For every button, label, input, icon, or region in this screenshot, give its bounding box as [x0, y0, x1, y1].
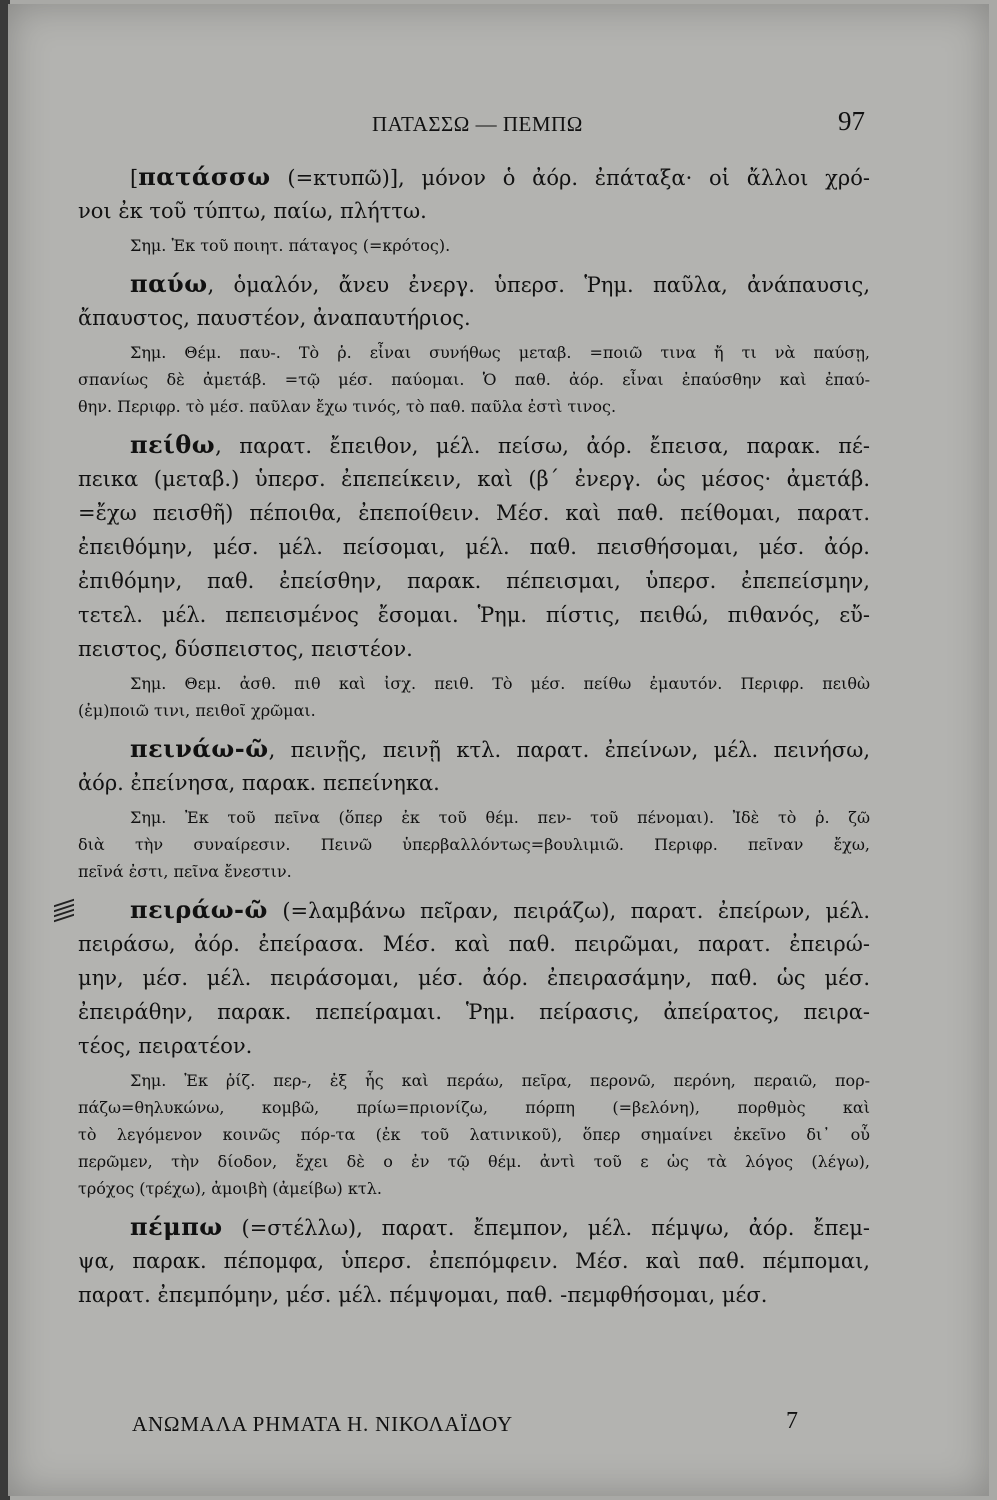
footer-title: ΑΝΩΜΑΛΑ ΡΗΜΑΤΑ Η. ΝΙΚΟΛΑΪΔΟΥ [132, 1412, 513, 1436]
entry-line: πέμπω (=στέλλω), παρατ. ἔπεμπον, μέλ. πέμψω, ἀόρ. ἔπεμ- [130, 1212, 870, 1241]
note-line: Σημ. Ἐκ τοῦ πεῖνα (ὅπερ ἐκ τοῦ θέμ. πεν- τοῦ πένομαι). Ἰδὲ τὸ ῥ. ζῶ [130, 808, 870, 827]
entry-line: παύω, ὁμαλόν, ἄνευ ἐνεργ. ὑπερσ. Ῥημ. παῦλα, ἀνάπαυσις, [130, 269, 870, 298]
dictionary-entry [78, 1210, 870, 1312]
entry-line: ἀόρ. ἐπείνησα, παρακ. πεπείνηκα. [78, 771, 440, 795]
lemma-headword: παύω [130, 269, 208, 298]
entry-note [78, 804, 870, 885]
lemma-headword: πέμπω [130, 1212, 223, 1241]
entry-note [78, 1067, 870, 1202]
entry-line: πεικα (μεταβ.) ὑπερσ. ἐπεπείκειν, καὶ (β΄ ἐνεργ. ὡς μέσος· ἀμετάβ. [78, 467, 870, 491]
page-header [0, 106, 997, 146]
lemma-headword: πειράω-ῶ [130, 895, 268, 924]
running-title: ΠΑΤΑΣΣΩ — ΠΕΜΠΩ [372, 112, 583, 136]
entry-line: νοι ἐκ τοῦ τύπτω, παίω, πλήττω. [78, 199, 427, 223]
entry-line: [πατάσσω (=κτυπῶ)], μόνον ὁ ἀόρ. ἐπάταξα· οἱ ἄλλοι χρό- [130, 162, 870, 191]
entry-line: πειστος, δύσπειστος, πειστέον. [78, 637, 413, 661]
entry-line: τετελ. μέλ. πεπεισμένος ἔσομαι. Ῥημ. πίστις, πειθώ, πιθανός, εὔ- [78, 603, 870, 627]
margin-mark-icon [54, 899, 74, 922]
lemma-headword: πείθω [130, 430, 216, 459]
note-line: Σημ. Θέμ. παυ-. Τὸ ῥ. εἶναι συνήθως μεταβ. =ποιῶ τινα ἤ τι νὰ παύσῃ, [130, 343, 870, 362]
note-line: τρόχος (τρέχω), ἀμοιβὴ (ἀμείβω) κτλ. [78, 1179, 382, 1198]
note-line: Σημ. Θεμ. ἀσθ. πιθ καὶ ἰσχ. πειθ. Τὸ μέσ. πείθω ἐμαυτόν. Περιφρ. πειθὼ [130, 674, 870, 693]
entry-line: πεινάω-ῶ, πεινῇς, πεινῇ κτλ. παρατ. ἐπείνων, μέλ. πεινήσω, [130, 734, 870, 763]
page-footer [0, 1408, 997, 1448]
note-line: Σημ. Ἐκ τοῦ ποιητ. πάταγος (=κρότος). [130, 236, 451, 255]
note-line: περῶμεν, τὴν δίοδον, ἔχει δὲ ο ἐν τῷ θέμ. ἀντὶ τοῦ ε ὡς τὰ λόγος (λέγω), [78, 1152, 870, 1171]
entry-line: μην, μέσ. μέλ. πειράσομαι, μέσ. ἀόρ. ἐπειρασάμην, παθ. ὡς μέσ. [78, 966, 870, 990]
dictionary-entry [78, 428, 870, 724]
note-line: διὰ τὴν συναίρεσιν. Πεινῶ ὑπερβαλλόντως=βουλιμιῶ. Περιφρ. πεῖναν ἔχω, [78, 835, 870, 854]
entry-line: ἐπιθόμην, παθ. ἐπείσθην, παρακ. πέπεισμαι, ὑπερσ. ἐπεπείσμην, [78, 569, 870, 593]
note-line: Σημ. Ἐκ ῥίζ. περ-, ἐξ ἧς καὶ περάω, πεῖρα, περονῶ, περόνη, περαιῶ, πορ- [130, 1071, 870, 1090]
entry-note [78, 232, 870, 259]
entry-note [78, 339, 870, 420]
lemma-headword: πεινάω-ῶ [130, 734, 269, 763]
dictionary-entry [78, 267, 870, 420]
entry-line: ψα, παρακ. πέπομφα, ὑπερσ. ἐπεπόμφειν. Μέσ. καὶ παθ. πέμπομαι, [78, 1249, 870, 1273]
note-line: σπανίως δὲ ἀμετάβ. =τῷ μέσ. παύομαι. Ὁ παθ. ἀόρ. εἶναι ἐπαύσθην καὶ ἐπαύ- [78, 370, 870, 389]
signature-mark: 7 [786, 1408, 798, 1434]
entry-line: πειράω-ῶ (=λαμβάνω πεῖραν, πειράζω), παρατ. ἐπείρων, μέλ. [130, 895, 870, 924]
lemma-headword: πατάσσω [138, 162, 271, 191]
note-line: πάζω=θηλυκώνω, κομβῶ, πρίω=πριονίζω, πόρπη (=βελόνη), πορθμὸς καὶ [78, 1098, 870, 1117]
entry-note [78, 670, 870, 724]
note-line: (ἐμ)ποιῶ τινι, πειθοῖ χρῶμαι. [78, 701, 316, 720]
dictionary-entry [78, 160, 870, 259]
entry-line: παρατ. ἐπεμπόμην, μέσ. μέλ. πέμψομαι, παθ. -πεμφθήσομαι, μέσ. [78, 1283, 768, 1307]
page-body [78, 160, 870, 1320]
dictionary-entry [78, 732, 870, 885]
entry-line: ἄπαυστος, παυστέον, ἀναπαυτήριος. [78, 306, 471, 330]
dictionary-entry [78, 893, 870, 1202]
entry-line: τέος, πειρατέον. [78, 1034, 253, 1058]
note-line: πεῖνά ἐστι, πεῖνα ἔνεστιν. [78, 862, 292, 881]
entry-line: =ἔχω πεισθῆ) πέποιθα, ἐπεποίθειν. Μέσ. καὶ παθ. πείθομαι, παρατ. [78, 501, 870, 525]
note-line: θην. Περιφρ. τὸ μέσ. παῦλαν ἔχω τινός, τὸ παθ. παῦλα ἐστὶ τινος. [78, 397, 617, 416]
note-line: τὸ λεγόμενον κοινῶς πόρ-τα (ἐκ τοῦ λατινικοῦ), ὅπερ σημαίνει ἐκεῖνο δι᾽ οὗ [78, 1125, 870, 1144]
entry-line: ἐπειθόμην, μέσ. μέλ. πείσομαι, μέλ. παθ. πεισθήσομαι, μέσ. ἀόρ. [78, 535, 870, 559]
entry-line: ἐπειράθην, παρακ. πεπείραμαι. Ῥημ. πείρασις, ἀπείρατος, πειρα- [78, 1000, 870, 1024]
entry-line: πειράσω, ἀόρ. ἐπείρασα. Μέσ. καὶ παθ. πειρῶμαι, παρατ. ἐπειρώ- [78, 932, 870, 956]
entry-line: πείθω, παρατ. ἔπειθον, μέλ. πείσω, ἀόρ. ἔπεισα, παρακ. πέ- [130, 430, 870, 459]
page-number: 97 [838, 106, 865, 136]
